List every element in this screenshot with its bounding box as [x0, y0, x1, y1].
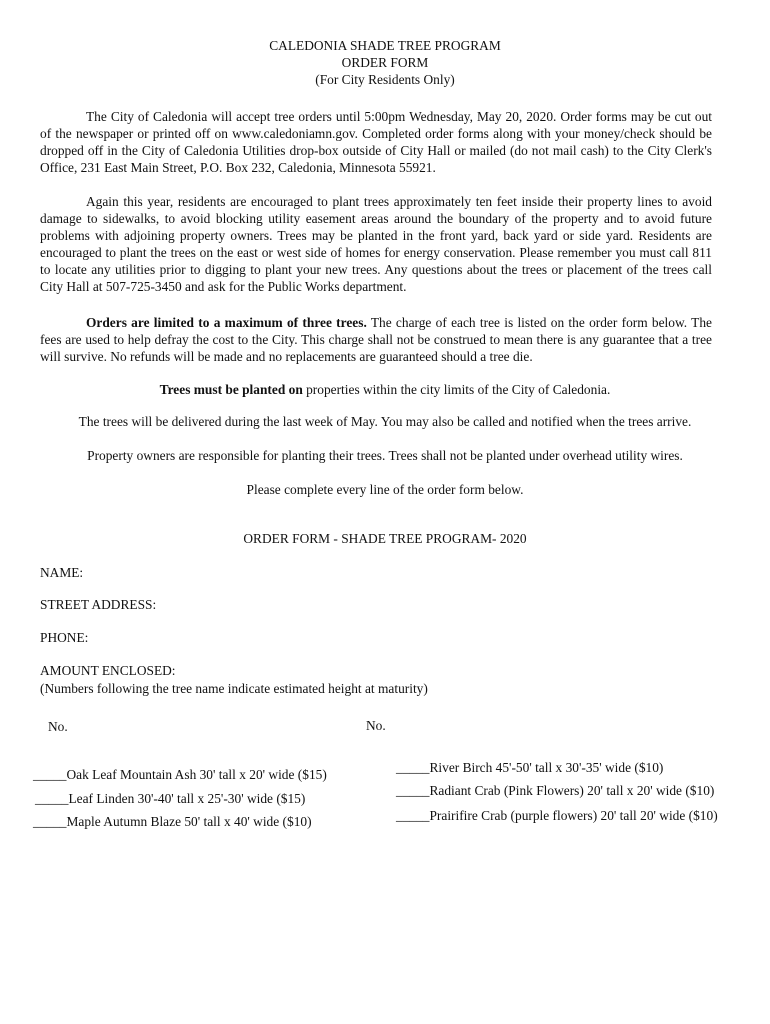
tree-option-leaf-linden: _____Leaf Linden 30'-40' tall x 25'-30' wide ($15): [35, 791, 306, 806]
amount-field-label: AMOUNT ENCLOSED:: [40, 663, 176, 678]
right-column-header: No.: [366, 718, 386, 733]
name-field-label: NAME:: [40, 565, 84, 580]
residents-only-note: (For City Residents Only): [315, 72, 455, 87]
deadline-paragraph: The City of Caledonia will accept tree orders until 5:00pm Wednesday, May 20, 2020. Order forms may be cut out of the newspaper or printed off on www.caledoniamn.gov. Completed order forms along with your money/check should be dropped off in the City of Caledonia Utilities drop-box outside of City Hall or mailed (do not mail cash) to the City Clerk's Office, 231 East Main Street, P.O. Box 232, Caledonia, Minnesota 55921.: [40, 109, 712, 175]
order-limit-text: The charge of each tree is listed on the order form below. The fees are used to help defray the cost to the City. This charge shall not be construed to mean there is any guarantee that a tree will survive. No refunds will be made and no replacements are guaranteed should a tree die.: [40, 315, 712, 364]
planting-location-bold: Trees must be planted on: [159, 382, 303, 397]
planting-guidance-paragraph: Again this year, residents are encouraged to plant trees approximately ten feet inside their property lines to avoid damage to sidewalks, to avoid blocking utility easement areas around the boundary of the property and to avoid future problems with adjoining property owners. Trees may be planted in the front yard, back yard or side yard. Residents are encouraged to plant the trees on the east or west side of homes for energy conservation. Please remember you must call 811 to locate any utilities prior to digging to plant your new trees. Any questions about the trees or placement of the trees call City Hall at 507-725-3450 and ask for the Public Works department.: [40, 194, 712, 294]
tree-option-radiant-crab: _____Radiant Crab (Pink Flowers) 20' tall x 20' wide ($10): [396, 783, 715, 798]
tree-option-river-birch: _____River Birch 45'-50' tall x 30'-35' wide ($10): [396, 760, 664, 775]
order-limit-paragraph: [40, 314, 712, 365]
responsibility-note: Property owners are responsible for planting their trees. Trees shall not be planted under overhead utility wires.: [87, 448, 683, 463]
phone-field-label: PHONE:: [40, 630, 89, 645]
order-limit-bold: Orders are limited to a maximum of three trees.: [86, 315, 367, 330]
tree-option-oak-leaf-mountain-ash: _____Oak Leaf Mountain Ash 30' tall x 20' wide ($15): [33, 767, 327, 782]
height-note: (Numbers following the tree name indicate estimated height at maturity): [40, 681, 428, 696]
order-form-title: ORDER FORM - SHADE TREE PROGRAM- 2020: [243, 531, 527, 546]
planting-location-note: [0, 382, 770, 398]
delivery-note: The trees will be delivered during the last week of May. You may also be called and notified when the trees arrive.: [78, 414, 692, 429]
tree-option-maple-autumn-blaze: _____Maple Autumn Blaze 50' tall x 40' wide ($10): [33, 814, 312, 829]
form-subtitle: ORDER FORM: [341, 55, 429, 70]
planting-location-text: properties within the city limits of the City of Caledonia.: [302, 382, 611, 397]
program-title: CALEDONIA SHADE TREE PROGRAM: [269, 38, 501, 53]
left-column-header: No.: [48, 719, 68, 734]
instruction-note: Please complete every line of the order form below.: [246, 482, 524, 497]
address-field-label: STREET ADDRESS:: [40, 597, 157, 612]
tree-option-prairifire-crab: _____Prairifire Crab (purple flowers) 20' tall 20' wide ($10): [396, 808, 718, 823]
